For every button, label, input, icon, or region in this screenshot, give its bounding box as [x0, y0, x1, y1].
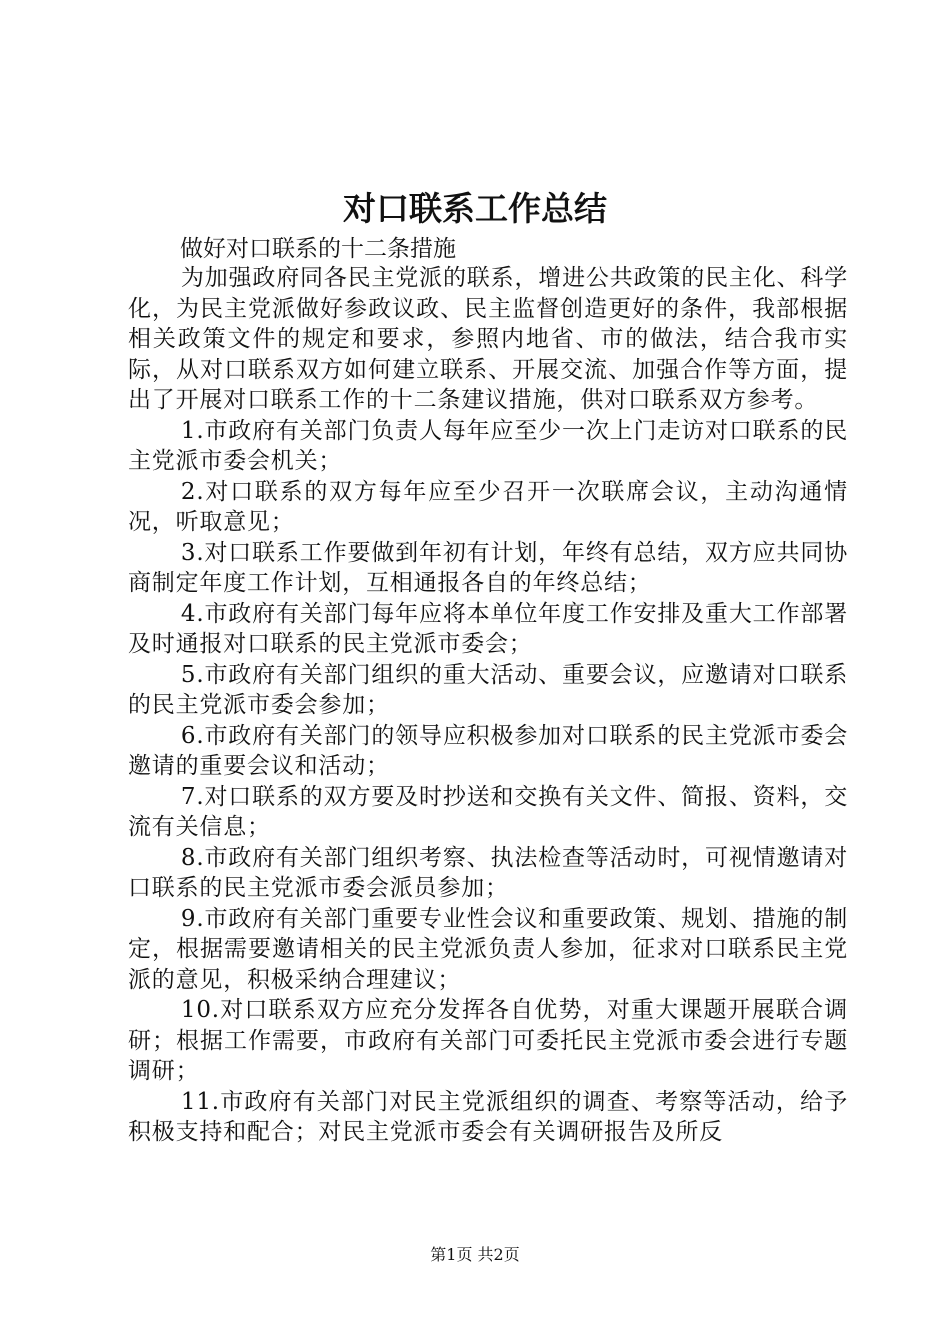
measure-item-11: 11.市政府有关部门对民主党派组织的调查、考察等活动，给予积极支持和配合；对民主党派市委会有关调研报告及所反 [128, 1088, 848, 1145]
intro-paragraph: 为加强政府同各民主党派的联系，增进公共政策的民主化、科学化，为民主党派做好参政议政、民主监督创造更好的条件，我部根据相关政策文件的规定和要求，参照内地省、市的做法，结合我市实际，从对口联系双方如何建立联系、开展交流、加强合作等方面，提出了开展对口联系工作的十二条建议措施，供对口联系双方参考。 [128, 265, 848, 413]
page-title: 对口联系工作总结 [343, 189, 607, 228]
measure-item-10: 10.对口联系双方应充分发挥各自优势，对重大课题开展联合调研；根据工作需要，市政府有关部门可委托民主党派市委会进行专题调研； [128, 997, 848, 1084]
measure-item-5: 5.市政府有关部门组织的重大活动、重要会议，应邀请对口联系的民主党派市委会参加； [128, 661, 848, 718]
measure-item-8: 8.市政府有关部门组织考察、执法检查等活动时，可视情邀请对口联系的民主党派市委会派员参加； [128, 844, 848, 901]
page-footer: 第1页 共2页 [430, 1245, 520, 1264]
measure-item-6: 6.市政府有关部门的领导应积极参加对口联系的民主党派市委会邀请的重要会议和活动； [128, 722, 848, 779]
measure-item-9: 9.市政府有关部门重要专业性会议和重要政策、规划、措施的制定，根据需要邀请相关的民主党派负责人参加，征求对口联系民主党派的意见，积极采纳合理建议； [128, 905, 848, 993]
measure-item-2: 2.对口联系的双方每年应至少召开一次联席会议，主动沟通情况，听取意见； [128, 478, 848, 535]
subtitle: 做好对口联系的十二条措施 [180, 236, 456, 262]
body-text [128, 263, 848, 1148]
measure-item-7: 7.对口联系的双方要及时抄送和交换有关文件、简报、资料，交流有关信息； [128, 783, 848, 840]
measure-item-3: 3.对口联系工作要做到年初有计划，年终有总结，双方应共同协商制定年度工作计划，互相通报各自的年终总结； [128, 539, 848, 596]
measure-item-4: 4.市政府有关部门每年应将本单位年度工作安排及重大工作部署及时通报对口联系的民主党派市委会； [128, 600, 848, 657]
measure-item-1: 1.市政府有关部门负责人每年应至少一次上门走访对口联系的民主党派市委会机关； [128, 417, 848, 474]
